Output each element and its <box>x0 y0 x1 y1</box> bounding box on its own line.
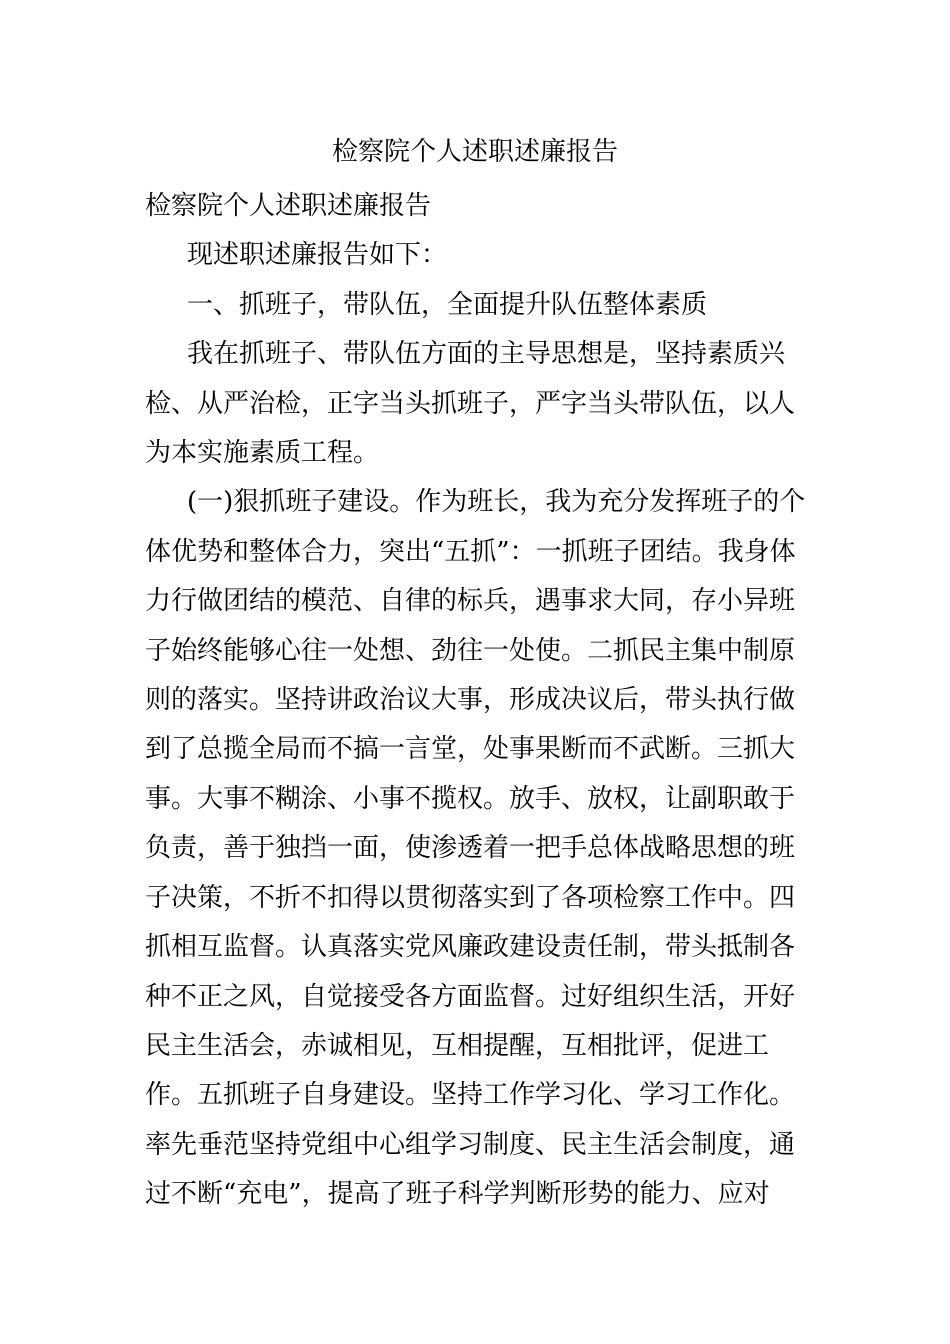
paragraph-intro: 现述职述廉报告如下： <box>187 240 448 271</box>
section-heading-1: 一、抓班子，带队伍，全面提升队伍整体素质 <box>187 289 708 320</box>
document-subtitle: 检察院个人述职述廉报告 <box>145 191 432 221</box>
paragraph-1: 我在抓班子、带队伍方面的主导思想是，坚持素质兴检、从严治检，正字当头抓班子，严字当头带队伍，以人为本实施素质工程。 <box>145 339 796 469</box>
document-body <box>145 182 815 1220</box>
paragraph-2: (一)狠抓班子建设。作为班长，我为充分发挥班子的个体优势和整体合力，突出“五抓”：一抓班子团结。我身体力行做团结的模范、自律的标兵，遇事求大同，存小异班子始终能够心往一处想、劲往一处使。二抓民主集中制原则的落实。坚持讲政治议大事，形成决议后，带头执行做到了总揽全局而不搞一言堂，处事果断而不武断。三抓大事。大事不糊涂、小事不揽权。放手、放权，让副职敢于负责，善于独挡一面，使渗透着一把手总体战略思想的班子决策，不折不扣得以贯彻落实到了各项检察工作中。四抓相互监督。认真落实党风廉政建设责任制，带头抵制各种不正之风，自觉接受各方面监督。过好组织生活，开好民主生活会，赤诚相见，互相提醒，互相批评，促进工作。五抓班子自身建设。坚持工作学习化、学习工作化。率先垂范坚持党组中心组学习制度、民主生活会制度，通过不断“充电”，提高了班子科学判断形势的能力、应对 <box>145 487 806 1210</box>
document-title: 检察院个人述职述廉报告 <box>331 137 618 167</box>
